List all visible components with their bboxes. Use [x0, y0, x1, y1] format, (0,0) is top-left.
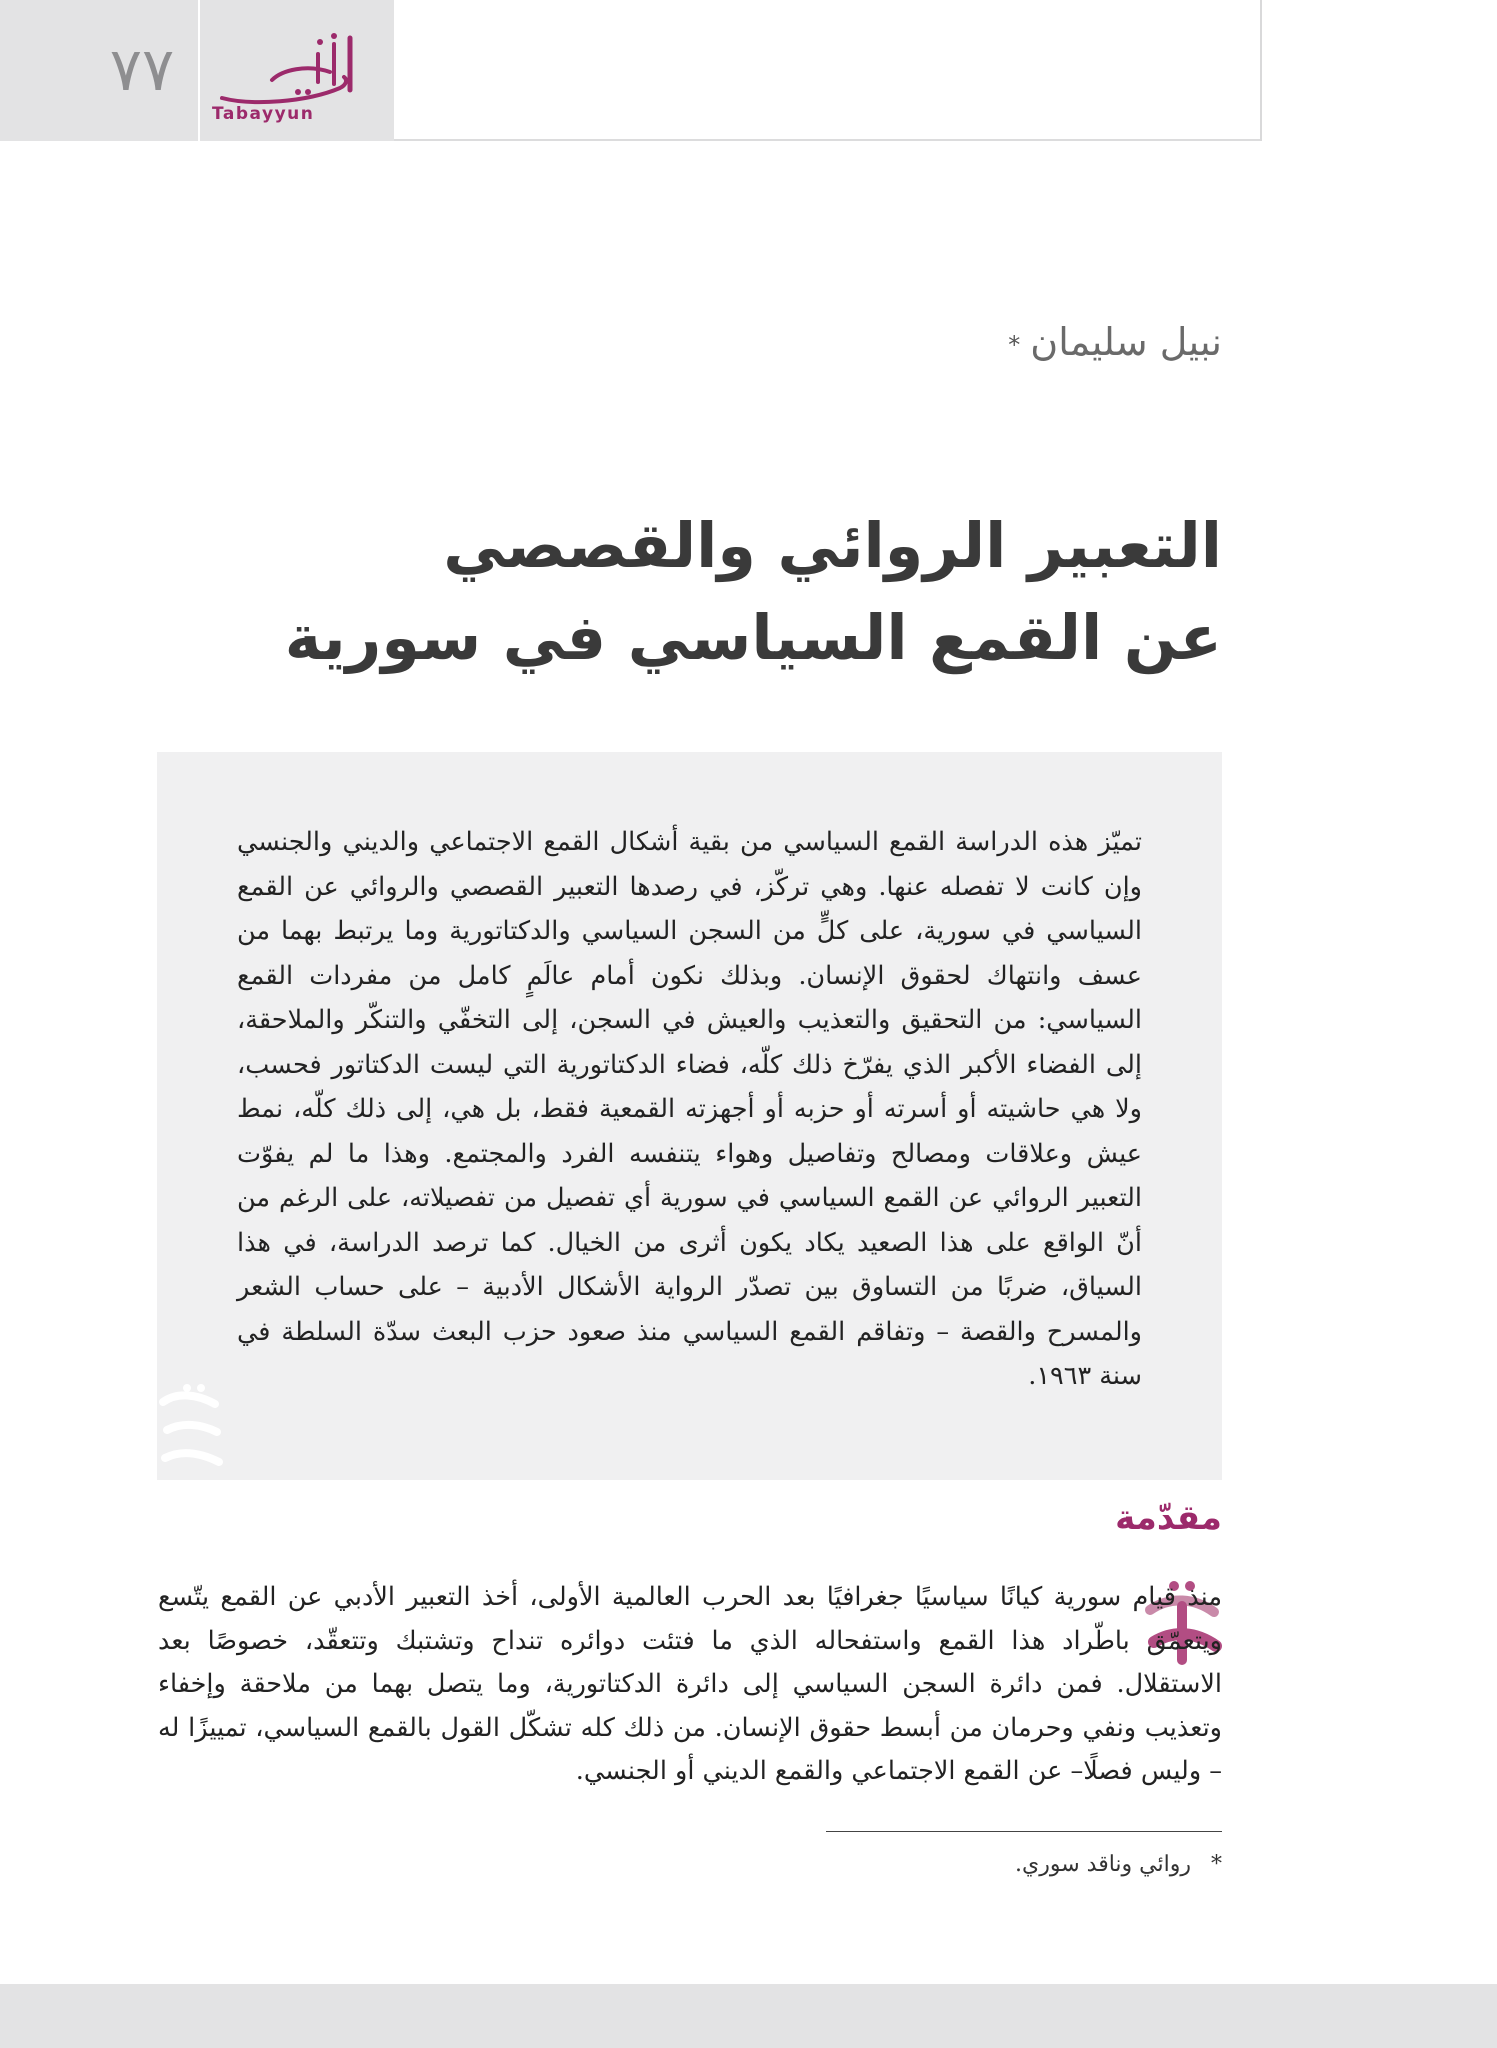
- author-footnote-marker: *: [1008, 330, 1021, 359]
- page-number: ٧٧: [109, 35, 175, 105]
- footnote-text: روائي وناقد سوري.: [1015, 1852, 1191, 1877]
- abstract-text: تميّز هذه الدراسة القمع السياسي من بقية أشكال القمع الاجتماعي والديني والجنسي وإن كانت لا تفصله عنها. وهي تركّز، في رصدها التعبير القصصي والروائي عن القمع السياسي في سورية، على كلٍّ من السجن السياسي والدكتاتورية وما يرتبط بهما من عسف وانتهاك لحقوق الإنسان. وبذلك نكون أمام عالَمٍ كامل من مفردات القمع السياسي: من التحقيق والتعذيب والعيش في السجن، إلى التخفّي والتنكّر والملاحقة، إلى الفضاء الأكبر الذي يفرّخ ذلك كلّه، فضاء الدكتاتورية التي ليست الدكتاتور فحسب، ولا هي حاشيته أو أسرته أو حزبه أو أجهزته القمعية فقط، بل هي، إلى ذلك كلّه، نمط عيش وعلاقات ومصالح وتفاصيل وهواء يتنفسه الفرد والمجتمع. وهذا ما لم يفوّت التعبير الروائي عن القمع السياسي في سورية أي تفصيل من تفصيلاته، على الرغم من أنّ الواقع على هذا الصعيد يكاد يكون أثرى من الخيال. كما ترصد الدراسة، في هذا السياق، ضربًا من التساوق بين تصدّر الرواية الأشكال الأدبية – على حساب الشعر والمسرح والقصة – وتفاقم القمع السياسي منذ صعود حزب البعث سدّة السلطة في سنة ١٩٦٣.: [237, 827, 1142, 1391]
- logo-calligraphy-icon: [212, 28, 372, 106]
- header-divider: [198, 0, 200, 141]
- journal-watermark-icon: [157, 1382, 227, 1478]
- intro-paragraph-text: منذ قيام سورية كيانًا سياسيًا جغرافيًا بعد الحرب العالمية الأولى، أخذ التعبير الأدبي عن القمع يتّسع ويتعمّق باطّراد هذا القمع واستفحاله الذي ما فتئت دوائره تنداح وتشتبك وتتعقّد، خصوصًا بعد الاستقلال. فمن دائرة السجن السياسي إلى دائرة الدكتاتورية، وما يتصل بهما من ملاحقة وإخفاء وتعذيب ونفي وحرمان من أبسط حقوق الإنسان. من ذلك كله تشكّل القول بالقمع السياسي، تمييزًا له – وليس فصلًا– عن القمع الاجتماعي والقمع الديني أو الجنسي.: [158, 1582, 1222, 1786]
- author-text: نبيل سليمان: [1030, 320, 1222, 364]
- journal-logo: [212, 28, 372, 128]
- intro-paragraph: [158, 1576, 1222, 1794]
- header-band: [0, 0, 394, 141]
- article-title: [222, 500, 1222, 684]
- footnote-marker: *: [1211, 1852, 1222, 1877]
- bottom-band: [0, 1984, 1497, 2048]
- title-line-2: عن القمع السياسي في سورية: [284, 601, 1222, 674]
- footnote-rule: [826, 1831, 1222, 1832]
- abstract-box: [157, 752, 1222, 1480]
- header-rule-vertical: [1260, 0, 1262, 141]
- logo-latin-text: Tabayyun: [212, 104, 315, 124]
- title-line-1: التعبير الروائي والقصصي: [443, 509, 1222, 582]
- section-heading: مقدّمة: [1115, 1498, 1222, 1538]
- author-name: [1008, 320, 1222, 380]
- footnote: [1015, 1852, 1222, 1892]
- header-rule: [394, 139, 1262, 141]
